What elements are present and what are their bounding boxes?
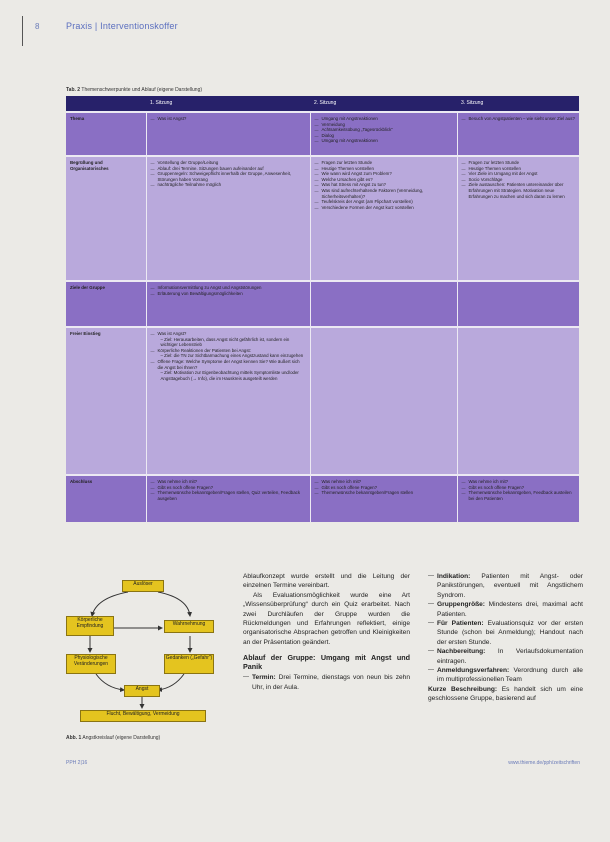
cell-list-item: — Was hat Stress mit Angst zu tun? <box>315 182 453 188</box>
table-row <box>66 156 579 281</box>
cell-list <box>462 116 576 122</box>
cell-list-item: — Socio Vorschläge <box>462 177 576 183</box>
table-row <box>66 112 579 156</box>
node-physiologische-veraenderungen: Physiologische Veränderungen <box>66 654 116 674</box>
node-wahrnehmung: Wahrnehmung <box>164 620 214 633</box>
list-item-label: Termin: <box>252 674 276 682</box>
table-cell <box>146 475 310 522</box>
list-item-label: Anmeldungsverfahren: <box>437 667 510 675</box>
cell-list-item: — Wie wann wird Angst zum Problem? <box>315 171 453 177</box>
table-caption <box>66 87 202 93</box>
cell-list-item: — Heutige Themen vorstellen <box>462 166 576 172</box>
list-item <box>243 673 410 692</box>
row-header: Freier Einstieg <box>66 327 146 475</box>
table-body <box>66 112 579 522</box>
body-paragraph: Ablaufkonzept wurde erstellt und die Leitung der einzelnen Termine vereinbart. <box>243 573 410 590</box>
table-cell <box>146 281 310 327</box>
cell-list-item: — Teufelskreis der Angst (am Flipchart vorstellen) <box>315 199 453 205</box>
figure-caption-label: Abb. 1 <box>66 735 82 741</box>
footer-left: PPH 2|16 <box>66 760 88 766</box>
cell-list-item: — nachträgliche Teilnahme möglich <box>151 182 306 188</box>
row-header: Thema <box>66 112 146 156</box>
figure-caption <box>66 735 160 741</box>
table-row <box>66 475 579 522</box>
table-cell <box>310 112 457 156</box>
cell-list-item: — Was nehme ich mit? <box>462 479 576 485</box>
node-ausloeser: Auslöser <box>122 580 164 592</box>
anxiety-cycle-diagram <box>66 572 220 734</box>
cell-list-item: — Umgang mit Angstreaktionen <box>315 138 453 144</box>
list-item-label: Nachbereitung: <box>437 648 486 656</box>
list-item-text: Mindestens drei, maximal acht Patienten. <box>437 601 583 618</box>
table-row <box>66 281 579 327</box>
info-list <box>243 673 410 692</box>
table-cell <box>457 281 579 327</box>
cell-list-item: — Heutige Themen vorstellen <box>315 166 453 172</box>
cell-list <box>315 116 453 144</box>
cell-list <box>315 479 453 496</box>
cell-list-item: — Fragen zur letzten Stunde <box>462 160 576 166</box>
cell-list-item: – Ziel: Herausarbeiten, dass Angst nicht gefährlich ist, sondern ein wichtiger Lebenstrieb <box>160 336 290 348</box>
cell-list-item: — Körperliche Reaktionen der Patienten bei Angst: <box>151 348 306 354</box>
cell-list-item: — Dialog <box>315 133 453 139</box>
running-head: Praxis | Interventionskoffer <box>66 21 178 31</box>
list-item-label: Indikation: <box>437 573 471 580</box>
section-heading: Ablauf der Gruppe: Umgang mit Angst und Panik <box>243 653 410 671</box>
list-item <box>428 647 583 666</box>
body-paragraph <box>428 685 583 704</box>
cell-list <box>462 479 576 501</box>
cell-list-item: — Ziele austauschen: Patienten untereinander über Erfahrungen mit Strategien. Motivation neue Erfahrungen zu machen und sich daran zu lernen <box>462 182 576 199</box>
cell-list <box>315 160 453 210</box>
cell-list-item: — Offene Frage: Welche Symptome der Angst kennen Sie? Wie äußert sich die Angst bei Ihnen? <box>151 359 306 370</box>
cell-list-item: — Gibt es noch offene Fragen? <box>315 485 453 491</box>
cell-list-item: — Gibt es noch offene Fragen? <box>462 485 576 491</box>
row-header: Abschluss <box>66 475 146 522</box>
table-cell <box>457 112 579 156</box>
node-koerperliche-empfindung: Körperliche Empfindung <box>66 616 114 636</box>
node-angst: Angst <box>124 685 160 697</box>
list-item-text: Evaluationsquiz vor der ersten Stunde (schon bei Anmeldung); Handout nach der ersten Stunde. <box>437 620 583 646</box>
cell-list-item: — Vermeidung <box>315 122 453 128</box>
body-paragraph: Als Evaluationsmöglichkeit wurde eine Art „Wissensüberprüfung“ durch ein Quiz erarbeitet. Nach zwei Durchläufen der Gruppe wurden die Rückmeldungen und Erfahrungen reflektiert, einige organisatorische Absprachen getroffen und Kleinigkeiten an der Präsentation geändert. <box>243 591 410 646</box>
list-item <box>428 619 583 647</box>
body-column-3 <box>428 572 583 704</box>
list-item-text: In Verlaufsdokumentation eintragen. <box>437 648 583 665</box>
cell-list-item: — Verschiedene Formen der Angst kurz vorstellen <box>315 205 453 211</box>
row-header: Begrüßung und Organisatorisches <box>66 156 146 281</box>
cell-list <box>462 160 576 199</box>
cell-list-item: — Welche Ursachen gibt es? <box>315 177 453 183</box>
list-item <box>428 600 583 619</box>
cell-list <box>151 331 306 381</box>
cell-list-item: — Informationsvermittlung zu Angst und Angststörungen <box>151 285 306 291</box>
arrow-gedanken-angst <box>158 674 184 690</box>
table-cell <box>457 475 579 522</box>
node-flucht-bewaeltigung: Flucht, Bewältigung, Vermeidung <box>80 710 206 722</box>
cell-list-item: — Gibt es noch offene Fragen? <box>151 485 306 491</box>
body-column-2 <box>243 572 410 692</box>
cell-list-item: – Ziel: die TN zur Sichtbarmachung eines Angstzustand kann einzugehen <box>160 353 304 359</box>
sessions-table <box>66 96 579 522</box>
cell-list-item: — Themenwünsche bekanntgeben, Feedback austeilen bei den Patienten <box>462 490 576 501</box>
cell-list-item: — Was sind aufrechterhaltende Faktoren (Vermeidung, Sicherheitsverhalten)? <box>315 188 453 199</box>
cell-list-item: – Ziel: Motivation zur Eigenbeobachtung mittels Symptomliste und/oder Angsttagebuch (→ Info), die im Hauskreis ausgeteilt werden <box>160 370 299 381</box>
cell-list <box>151 479 306 501</box>
list-item-text: Patienten mit Angst- oder Panikstörungen, eventuell mit Angstlichem Syndrom. <box>437 573 583 599</box>
figure-caption-text: Angstkreislauf (eigene Darstellung) <box>82 735 161 741</box>
cell-list-item: — Erläuterung von Bewältigungsmöglichkeiten <box>151 291 306 297</box>
table-cell <box>457 156 579 281</box>
cell-list-item: — Was ist Angst? <box>151 116 306 122</box>
arrow-physiologische-angst <box>96 674 124 690</box>
table-header-cell: 3. Sitzung <box>457 96 579 112</box>
table-caption-label: Tab. 2 <box>66 87 81 93</box>
cell-list-item: — Fragen zur letzten Stunde <box>315 160 453 166</box>
inline-text: Es handelt sich um eine geschlossene Gruppe, basierend auf <box>428 685 583 703</box>
table-row <box>66 327 579 475</box>
row-header: Ziele der Gruppe <box>66 281 146 327</box>
cell-list-item: — Gruppenregeln: Schweigepflicht innerhalb der Gruppe, Anwesenheit, Störungen haben Vorrang <box>151 171 306 182</box>
list-item-text: Drei Termine, dienstags von neun bis zehn Uhr, in der Aula. <box>252 674 410 691</box>
page-number: 8 <box>35 22 40 31</box>
table-cell <box>146 112 310 156</box>
table-cell <box>310 156 457 281</box>
cell-list <box>151 160 306 188</box>
cell-list <box>151 285 306 296</box>
table-header-row <box>66 96 579 112</box>
cell-list-item: — Was nehme ich mit? <box>151 479 306 485</box>
cell-list-item: — Achtsamkeitsübung „Tagesrückblick“ <box>315 127 453 133</box>
table-caption-text: Themenschwerpunkte und Ablauf (eigene Darstellung) <box>81 87 203 93</box>
footer-right: www.thieme.de/pph/zeitschriften <box>508 760 580 766</box>
table-header-cell: 1. Sitzung <box>146 96 310 112</box>
table-cell <box>457 327 579 475</box>
table-header-cell <box>66 96 146 112</box>
cell-list-item: — Was nehme ich mit? <box>315 479 453 485</box>
cell-list-item: — Was ist Angst? <box>151 331 306 337</box>
cell-list-item: — Besuch von Angstpatienten – wie sieht unser Ziel aus? <box>462 116 576 122</box>
cell-list <box>151 116 306 122</box>
cell-list-item: — Umgang mit Angstreaktionen <box>315 116 453 122</box>
arrow-ausloeser-wahrnehmung <box>158 592 190 616</box>
inline-label: Kurze Beschreibung: <box>428 685 498 693</box>
cell-list-item: — Ablauf: drei Termine. Sitzungen bauen aufeinander auf <box>151 166 306 172</box>
cell-list-item: — Themenwünsche bekanntgeben/Fragen stellen <box>315 490 453 496</box>
table-cell <box>310 281 457 327</box>
arrow-ausloeser-koerperliche <box>92 592 128 616</box>
margin-rule <box>22 16 23 46</box>
cell-list-item: — Themenwünsche bekanntgeben/Fragen stellen, Quiz verteilen, Feedback ausgeben <box>151 490 306 501</box>
list-item-label: Für Patienten: <box>437 620 484 628</box>
list-item <box>428 666 583 685</box>
list-item <box>428 572 583 600</box>
table-cell <box>146 327 310 475</box>
info-list <box>428 572 583 685</box>
node-gedanken: Gedanken („Gefahr“) <box>164 654 214 674</box>
cell-list-item: — Vier Ziele im Umgang mit der Angst <box>462 171 576 177</box>
table-cell <box>310 475 457 522</box>
cell-list-item: — Vorstellung der Gruppe/Leitung <box>151 160 306 166</box>
list-item-label: Gruppengröße: <box>437 601 485 609</box>
table-cell <box>146 156 310 281</box>
list-item-text: Verordnung durch alle im multiprofessionellen Team <box>437 667 583 684</box>
table-cell <box>310 327 457 475</box>
table-header-cell: 2. Sitzung <box>310 96 457 112</box>
